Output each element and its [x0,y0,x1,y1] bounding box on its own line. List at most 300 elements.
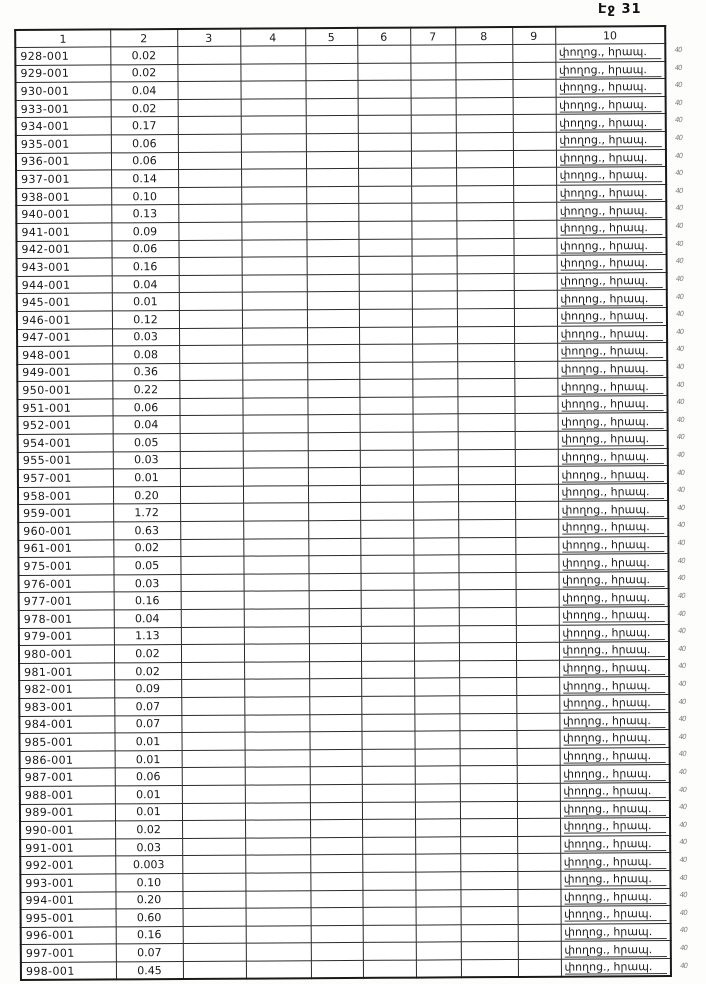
empty-cell [517,854,560,872]
empty-cell [517,801,560,819]
empty-cell [242,257,307,275]
empty-cell [305,63,357,81]
empty-cell [413,467,458,485]
empty-cell [515,484,558,502]
margin-mark: 40 [673,63,683,72]
empty-cell [412,256,457,274]
empty-cell [411,203,456,221]
value-cell: 0.01 [115,803,182,821]
value-cell: 0.36 [112,363,179,381]
note-text: փողոց., հրապ. [564,891,666,905]
value-cell: 0.05 [113,557,180,575]
value-cell: 0.04 [112,275,179,293]
note-cell [559,659,669,677]
empty-cell [412,326,457,344]
note-text: փողոց., հրապ. [562,609,664,623]
note-cell [560,888,670,906]
empty-cell [457,273,514,291]
empty-cell [516,660,559,678]
empty-cell [241,151,306,169]
empty-cell [245,873,310,891]
empty-cell [242,292,307,310]
empty-cell [309,661,361,679]
margin-mark: 40 [677,574,686,583]
code-cell: 990-001 [20,821,115,839]
empty-cell [410,62,455,80]
margin-mark: 40 [673,45,683,54]
note-text: փողոց., հրապ. [560,222,662,236]
code-cell: 938-001 [16,188,111,206]
code-cell: 988-001 [20,786,115,804]
empty-cell [411,150,456,168]
empty-cell [180,468,243,486]
data-table [14,25,672,981]
margin-mark: 40 [675,398,685,407]
empty-cell [245,802,310,820]
code-cell: 987-001 [20,768,115,786]
empty-cell [360,467,413,485]
empty-cell [362,749,415,767]
value-cell: 0.04 [113,416,180,434]
code-cell: 976-001 [19,575,114,593]
empty-cell [461,924,518,942]
empty-cell [180,539,243,557]
note-cell [561,923,671,941]
margin-mark: 40 [674,204,684,213]
margin-marks-column [674,42,687,975]
empty-cell [360,432,413,450]
empty-cell [359,274,412,292]
empty-cell [243,556,308,574]
value-cell: 0.02 [110,64,177,82]
margin-mark: 40 [673,81,683,90]
note-cell [559,677,669,695]
empty-cell [183,961,246,979]
note-cell [556,167,666,185]
margin-mark: 40 [678,803,687,812]
empty-cell [182,855,245,873]
empty-cell [412,344,457,362]
note-cell [560,818,670,836]
note-cell [557,360,667,378]
empty-cell [308,485,360,503]
empty-cell [358,98,411,116]
empty-cell [307,397,359,415]
empty-cell [243,450,308,468]
note-text: փողոց., հրապ. [564,873,666,887]
note-cell [558,466,668,484]
empty-cell [514,273,557,291]
empty-cell [306,81,358,99]
empty-cell [360,485,413,503]
note-cell [561,906,671,924]
note-text: փողոց., հրապ. [562,539,664,553]
empty-cell [246,908,311,926]
empty-cell [514,378,557,396]
empty-cell [415,837,460,855]
empty-cell [307,274,359,292]
empty-cell [306,221,358,239]
note-cell [556,96,666,114]
margin-mark: 40 [676,486,685,495]
empty-cell [306,169,358,187]
note-cell [557,272,667,290]
empty-cell [455,44,512,62]
value-cell: 1.72 [113,504,180,522]
margin-mark: 40 [674,222,684,231]
empty-cell [245,837,310,855]
empty-cell [241,81,306,99]
empty-cell [411,98,456,116]
empty-cell [311,907,363,925]
table-row [21,958,671,980]
empty-cell [416,942,461,960]
empty-cell [245,890,310,908]
value-cell: 0.02 [115,821,182,839]
empty-cell [244,644,309,662]
empty-cell [455,62,512,80]
empty-cell [411,186,456,204]
empty-cell [415,819,460,837]
empty-cell [456,115,513,133]
empty-cell [306,239,358,257]
empty-cell [181,732,244,750]
empty-cell [357,45,410,63]
value-cell: 0.06 [112,398,179,416]
empty-cell [307,345,359,363]
empty-cell [244,714,309,732]
margin-mark: 40 [679,926,688,935]
value-cell: 0.05 [113,434,180,452]
empty-cell [244,732,309,750]
empty-cell [458,414,515,432]
note-text: փողոց., հրապ. [560,275,662,289]
empty-cell [515,466,558,484]
empty-cell [458,555,515,573]
empty-cell [514,291,557,309]
empty-cell [517,871,560,889]
empty-cell [413,485,458,503]
note-text: փողոց., հրապ. [561,451,663,465]
empty-cell [309,626,361,644]
code-cell: 998-001 [21,962,116,981]
margin-mark: 40 [678,873,688,882]
empty-cell [306,204,358,222]
value-cell: 0.60 [116,909,183,927]
note-text: փողոց., հրապ. [559,152,661,166]
note-cell [560,853,670,871]
empty-cell [456,168,513,186]
code-cell: 983-001 [19,698,114,716]
empty-cell [241,222,306,240]
empty-cell [240,46,305,64]
value-cell: 0.13 [111,205,178,223]
empty-cell [458,432,515,450]
note-cell [555,79,665,97]
empty-cell [457,396,514,414]
margin-mark: 40 [674,151,683,160]
empty-cell [516,625,559,643]
note-cell [555,44,665,62]
empty-cell [414,625,459,643]
value-cell: 0.16 [116,926,183,944]
note-cell [560,870,670,888]
empty-cell [309,679,361,697]
empty-cell [177,64,240,82]
empty-cell [244,697,309,715]
note-cell [556,149,666,167]
note-text: փողոց., հրապ. [560,240,662,254]
empty-cell [414,661,459,679]
code-cell: 955-001 [18,452,113,470]
empty-cell [415,784,460,802]
empty-cell [517,783,560,801]
note-text: փողոց., հրապ. [563,733,665,747]
empty-cell [516,713,559,731]
note-text: փողոց., հրապ. [564,856,666,870]
column-header: 7 [410,27,455,45]
empty-cell [359,379,412,397]
empty-cell [514,361,557,379]
empty-cell [459,678,516,696]
code-cell: 997-001 [21,944,116,962]
margin-mark: 40 [674,239,684,248]
value-cell: 0.07 [114,715,181,733]
empty-cell [415,854,460,872]
margin-mark: 40 [674,98,683,107]
note-text: փողոց., հրապ. [563,803,665,817]
empty-cell [308,538,360,556]
note-cell [558,448,668,466]
value-cell: 0.01 [115,750,182,768]
empty-cell [310,749,362,767]
value-cell: 0.06 [111,240,178,258]
empty-cell [412,274,457,292]
note-text: փողոց., հրապ. [562,557,664,571]
note-text: փողոց., հրապ. [560,310,662,324]
empty-cell [246,943,311,961]
note-text: փողոց., հրապ. [563,680,665,694]
value-cell: 0.03 [115,838,182,856]
empty-cell [179,345,242,363]
note-text: փողոց., հրապ. [561,469,663,483]
empty-cell [179,292,242,310]
value-cell: 0.02 [114,662,181,680]
empty-cell [413,449,458,467]
margin-mark: 40 [677,591,686,600]
empty-cell [179,363,242,381]
value-cell: 0.03 [114,574,181,592]
empty-cell [178,152,241,170]
code-cell: 944-001 [17,276,112,294]
empty-cell [516,730,559,748]
empty-cell [358,133,411,151]
empty-cell [308,556,360,574]
empty-cell [515,554,558,572]
empty-cell [513,167,556,185]
code-cell: 942-001 [16,240,111,258]
empty-cell [362,802,415,820]
empty-cell [518,906,561,924]
empty-cell [243,538,308,556]
margin-mark: 40 [678,767,687,776]
empty-cell [459,731,516,749]
empty-cell [412,362,457,380]
empty-cell [458,537,515,555]
margin-mark: 40 [675,292,684,301]
value-cell: 0.10 [115,873,182,891]
empty-cell [178,117,241,135]
note-text: փողոց., հրապ. [559,82,661,96]
empty-cell [311,943,363,961]
code-cell: 989-001 [20,803,115,821]
empty-cell [513,150,556,168]
empty-cell [460,819,517,837]
empty-cell [457,308,514,326]
empty-cell [244,609,309,627]
empty-cell [413,555,458,573]
code-cell: 982-001 [19,680,114,698]
margin-mark: 40 [677,662,686,671]
empty-cell [514,343,557,361]
empty-cell [457,344,514,362]
empty-cell [182,891,245,909]
note-text: փողոց., հրապ. [563,662,665,676]
value-cell: 0.04 [114,610,181,628]
margin-mark: 40 [676,521,685,530]
note-text: փողոց., հրապ. [562,627,664,641]
empty-cell [241,169,306,187]
note-text: փողոց., հրապ. [563,768,665,782]
empty-cell [457,379,514,397]
margin-mark: 40 [674,186,683,195]
empty-cell [182,873,245,891]
empty-cell [456,97,513,115]
empty-cell [307,292,359,310]
value-cell: 0.45 [116,961,183,980]
margin-mark: 40 [676,415,685,424]
code-cell: 937-001 [16,170,111,188]
value-cell: 0.02 [111,99,178,117]
margin-mark: 40 [678,785,687,794]
empty-cell [457,256,514,274]
note-cell [558,536,668,554]
empty-cell [414,696,459,714]
empty-cell [513,79,556,97]
column-header: 1 [15,29,110,47]
note-text: փողոց., հրապ. [562,521,664,535]
empty-cell [361,714,414,732]
empty-cell [457,326,514,344]
value-cell: 0.06 [111,152,178,170]
note-cell [556,237,666,255]
empty-cell [309,608,361,626]
empty-cell [414,573,459,591]
empty-cell [180,556,243,574]
note-text: փողոց., հրապ. [564,908,666,922]
empty-cell [517,889,560,907]
value-cell: 0.02 [113,539,180,557]
value-cell: 0.20 [115,891,182,909]
code-cell: 930-001 [16,82,111,100]
margin-mark: 40 [676,468,685,477]
empty-cell [179,328,242,346]
empty-cell [183,908,246,926]
empty-cell [241,204,306,222]
empty-cell [458,467,515,485]
empty-cell [307,257,359,275]
empty-cell [513,203,556,221]
value-cell: 0.003 [115,856,182,874]
note-text: փողոց., հրապ. [564,944,666,958]
empty-cell [515,537,558,555]
empty-cell [456,220,513,238]
margin-mark: 40 [678,750,687,759]
code-cell: 978-001 [19,610,114,628]
code-cell: 940-001 [16,205,111,223]
empty-cell [357,63,410,81]
value-cell: 0.02 [110,47,177,65]
code-cell: 984-001 [19,715,114,733]
empty-cell [309,696,361,714]
empty-cell [359,291,412,309]
note-text: փողոց., հրապ. [564,838,666,852]
margin-mark: 40 [676,556,686,565]
margin-mark: 40 [675,345,684,354]
empty-cell [461,907,518,925]
empty-cell [459,607,516,625]
column-header: 3 [177,29,240,47]
empty-cell [308,450,360,468]
note-text: փողոց., հրապ. [563,715,665,729]
note-text: փողոց., հրապ. [562,592,664,606]
empty-cell [360,503,413,521]
empty-cell [361,643,414,661]
note-text: փողոց., հրապ. [562,504,664,518]
note-cell [559,712,669,730]
code-cell: 992-001 [20,856,115,874]
margin-mark: 40 [678,891,688,900]
empty-cell [456,150,513,168]
code-cell: 979-001 [19,628,114,646]
code-cell: 945-001 [17,293,112,311]
value-cell: 0.03 [113,451,180,469]
note-text: փողոց., հրապ. [563,750,665,764]
empty-cell [242,345,307,363]
empty-cell [245,767,310,785]
value-cell: 0.09 [111,222,178,240]
margin-mark: 40 [677,627,686,636]
note-text: փողոց., հրապ. [561,328,663,342]
empty-cell [459,590,516,608]
code-cell: 934-001 [16,117,111,135]
empty-cell [310,802,362,820]
note-cell [558,431,668,449]
empty-cell [358,168,411,186]
value-cell: 0.12 [112,310,179,328]
empty-cell [414,678,459,696]
empty-cell [459,713,516,731]
empty-cell [306,186,358,204]
margin-mark: 40 [679,961,688,970]
margin-mark: 40 [679,908,688,917]
margin-mark: 40 [675,362,685,371]
value-cell: 0.17 [111,117,178,135]
empty-cell [413,537,458,555]
empty-cell [182,750,245,768]
code-cell: 950-001 [17,381,112,399]
empty-cell [360,538,413,556]
